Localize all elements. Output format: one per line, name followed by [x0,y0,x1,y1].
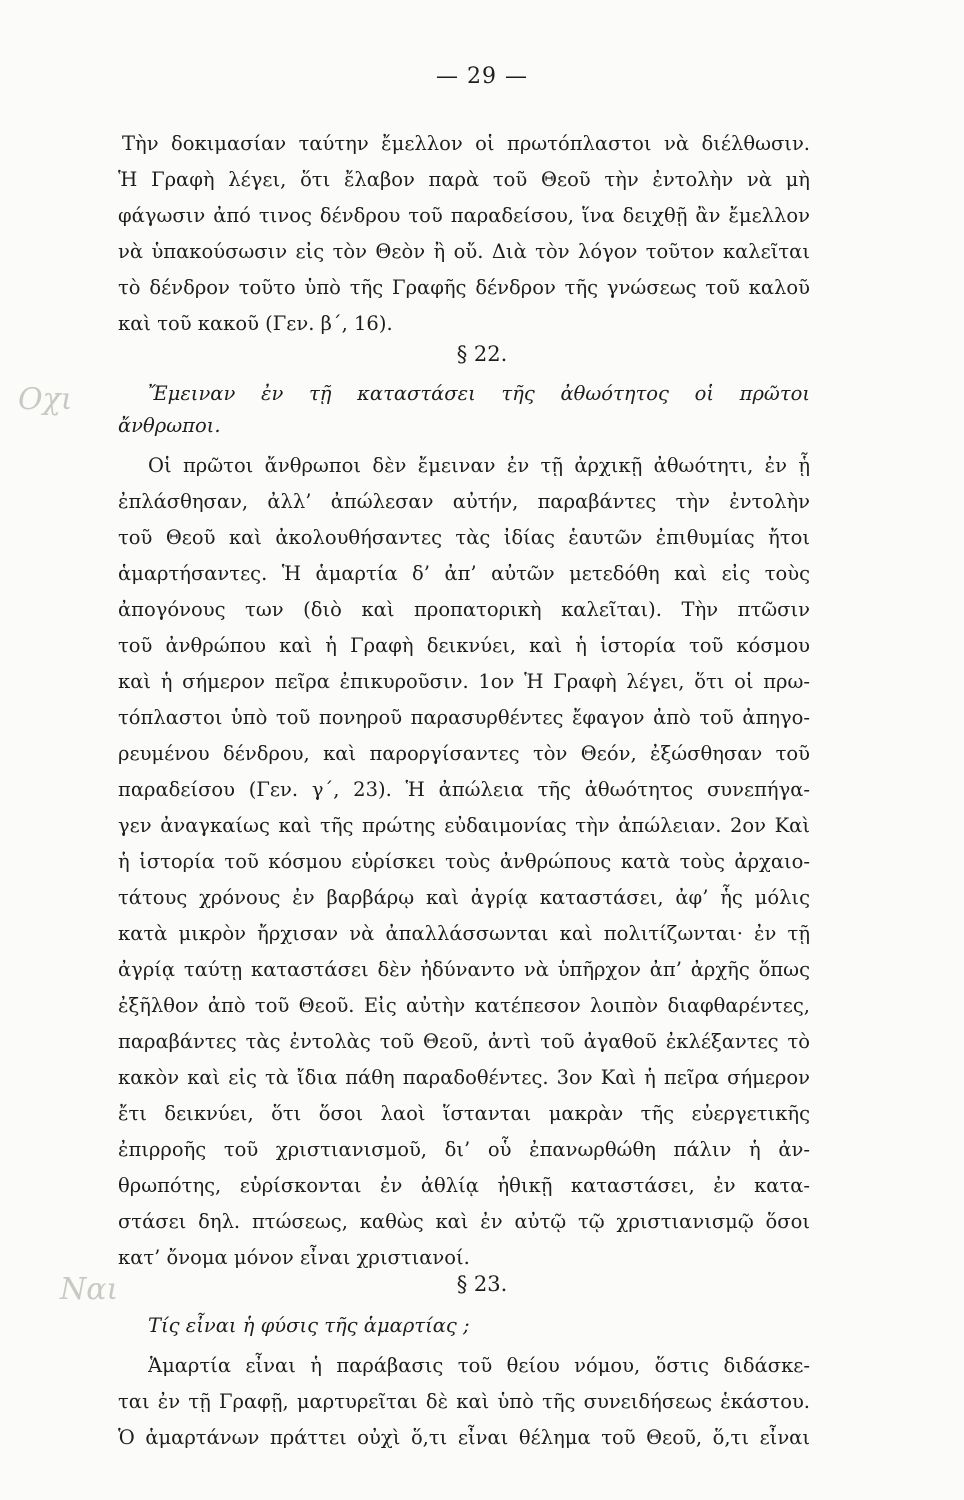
text-line: τάτους χρόνους ἐν βαρβάρῳ καὶ ἀγρίᾳ καταστάσει, ἀφ’ ἧς μόλις [118,886,810,909]
text-line: Ἡ Γραφὴ λέγει, ὅτι ἔλαβον παρὰ τοῦ Θεοῦ τὴν ἐντολὴν νὰ μὴ [118,168,810,191]
text-line: κατὰ μικρὸν ἤρχισαν νὰ ἀπαλλάσσωνται καὶ πολιτίζωνται· ἐν τῇ [118,922,810,945]
section-22-question-cont: ἄνθρωποι. [118,414,221,437]
text-line: ἁμαρτήσαντες. Ἡ ἁμαρτία δ’ ἀπ’ αὐτῶν μετεδόθη καὶ εἰς τοὺς [118,562,810,585]
text-line: ται ἐν τῇ Γραφῇ, μαρτυρεῖται δὲ καὶ ὑπὸ τῆς συνειδήσεως ἑκάστου. [118,1390,810,1413]
text-line: ἐξῆλθον ἀπὸ τοῦ Θεοῦ. Εἰς αὐτὴν κατέπεσον λοιπὸν διαφθαρέντες, [118,994,810,1017]
text-line: ἐπλάσθησαν, ἀλλ’ ἀπώλεσαν αὐτήν, παραβάντες τὴν ἐντολὴν [118,490,810,513]
text-line: Ὁ ἁμαρτάνων πράττει οὐχὶ ὅ,τι εἶναι θέλημα τοῦ Θεοῦ, ὅ,τι εἶναι [118,1426,810,1449]
page-number: — 29 — [436,64,528,89]
text-line: φάγωσιν ἀπό τινος δένδρου τοῦ παραδείσου, ἵνα δειχθῇ ἂν ἔμελλον [118,204,810,227]
section-22-heading: § 22. [456,342,508,366]
text-line: θρωπότης, εὑρίσκονται ἐν ἀθλίᾳ ἠθικῇ καταστάσει, ἐν κατα- [118,1174,810,1197]
section-23-question: Τίς εἶναι ἡ φύσις τῆς ἁμαρτίας ; [148,1314,470,1337]
text-line: καὶ ἡ σήμερον πεῖρα ἐπικυροῦσιν. 1ον Ἡ Γραφὴ λέγει, ὅτι οἱ πρω- [118,670,810,693]
text-line: ἀπογόνους των (διὸ καὶ προπατορικὴ καλεῖται). Τὴν πτῶσιν [118,598,810,621]
text-line: Οἱ πρῶτοι ἄνθρωποι δὲν ἔμειναν ἐν τῇ ἀρχικῇ ἀθωότητι, ἐν ᾗ [148,454,810,477]
text-line: ἔτι δεικνύει, ὅτι ὅσοι λαοὶ ἵστανται μακρὰν τῆς εὐεργετικῆς [118,1102,810,1125]
text-line: παραδείσου (Γεν. γ΄, 23). Ἡ ἀπώλεια τῆς ἀθωότητος συνεπήγα- [118,778,810,801]
text-line: τὸ δένδρον τοῦτο ὑπὸ τῆς Γραφῆς δένδρον τῆς γνώσεως τοῦ καλοῦ [118,276,810,299]
text-line: ἐπιρροῆς τοῦ χριστιανισμοῦ, δι’ οὗ ἐπανωρθώθη πάλιν ἡ ἀν- [118,1138,810,1161]
section-23-heading: § 23. [456,1272,508,1296]
text-line: ἀγρίᾳ ταύτῃ καταστάσει δὲν ἠδύναντο νὰ ὑπῆρχον ἀπ’ ἀρχῆς ὅπως [118,958,810,981]
section-22-question: Ἔμειναν ἐν τῇ καταστάσει τῆς ἀθωότητος οἱ πρῶτοι [148,382,810,405]
text-line: ρευμένου δένδρου, καὶ παροργίσαντες τὸν Θεόν, ἐξώσθησαν τοῦ [118,742,810,765]
text-line: κακὸν καὶ εἰς τὰ ἴδια πάθη παραδοθέντες. 3ον Καὶ ἡ πεῖρα σήμερον [118,1066,810,1089]
text-line: ἡ ἱστορία τοῦ κόσμου εὑρίσκει τοὺς ἀνθρώπους κατὰ τοὺς ἀρχαιο- [118,850,810,873]
text-line: Ἁμαρτία εἶναι ἡ παράβασις τοῦ θείου νόμου, ὅστις διδάσκε- [148,1354,810,1377]
text-line: καὶ τοῦ κακοῦ (Γεν. β΄, 16). [118,312,393,335]
text-line: κατ’ ὄνομα μόνον εἶναι χριστιανοί. [118,1246,470,1269]
text-line: τοῦ Θεοῦ καὶ ἀκολουθήσαντες τὰς ἰδίας ἑαυτῶν ἐπιθυμίας ἤτοι [118,526,810,549]
margin-note-nai: Ναι [60,1272,119,1307]
text-line: τόπλαστοι ὑπὸ τοῦ πονηροῦ παρασυρθέντες ἔφαγον ἀπὸ τοῦ ἀπηγο- [118,706,810,729]
text-line: στάσει δηλ. πτώσεως, καθὼς καὶ ἐν αὐτῷ τῷ χριστιανισμῷ ὅσοι [118,1210,810,1233]
text-line: παραβάντες τὰς ἐντολὰς τοῦ Θεοῦ, ἀντὶ τοῦ ἀγαθοῦ ἐκλέξαντες τὸ [118,1030,810,1053]
margin-note-ochi: Οχι [18,382,73,417]
text-line: γεν ἀναγκαίως καὶ τῆς πρώτης εὐδαιμονίας τὴν ἀπώλειαν. 2ον Καὶ [118,814,810,837]
text-line: τοῦ ἀνθρώπου καὶ ἡ Γραφὴ δεικνύει, καὶ ἡ ἱστορία τοῦ κόσμου [118,634,810,657]
text-line: νὰ ὑπακούσωσιν εἰς τὸν Θεὸν ἢ οὔ. Διὰ τὸν λόγον τοῦτον καλεῖται [118,240,810,263]
text-line: Τὴν δοκιμασίαν ταύτην ἔμελλον οἱ πρωτόπλαστοι νὰ διέλθωσιν. [122,132,810,155]
